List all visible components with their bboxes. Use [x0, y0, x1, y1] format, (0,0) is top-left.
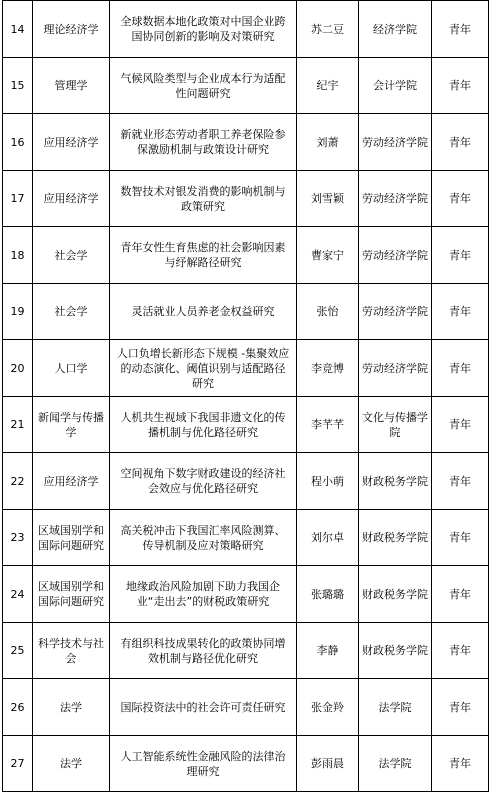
applicant-name-cell: 张怡 [297, 284, 359, 340]
applicant-name-cell: 纪宇 [297, 58, 359, 114]
discipline-cell: 应用经济学 [33, 171, 110, 227]
category-cell: 青年 [432, 510, 489, 566]
applicant-name-cell: 李竞博 [297, 340, 359, 397]
row-number: 24 [3, 566, 33, 623]
discipline-cell: 人口学 [33, 340, 110, 397]
college-cell: 劳动经济学院 [359, 227, 432, 284]
discipline-cell: 区域国别学和国际问题研究 [33, 510, 110, 566]
applicant-name-cell: 刘雪颖 [297, 171, 359, 227]
applicant-name-cell: 刘萧 [297, 114, 359, 171]
row-number: 14 [3, 1, 33, 58]
applicant-name-cell: 苏二豆 [297, 1, 359, 58]
category-cell: 青年 [432, 679, 489, 736]
college-cell: 会计学院 [359, 58, 432, 114]
topic-cell: 灵活就业人员养老金权益研究 [110, 284, 297, 340]
topic-cell: 人工智能系统性金融风险的法律治理研究 [110, 736, 297, 792]
row-number: 16 [3, 114, 33, 171]
applicant-name-cell: 曹家宁 [297, 227, 359, 284]
row-number: 17 [3, 171, 33, 227]
discipline-cell: 理论经济学 [33, 1, 110, 58]
row-number: 21 [3, 397, 33, 453]
table-row [3, 510, 489, 566]
row-number: 25 [3, 623, 33, 679]
category-cell: 青年 [432, 453, 489, 510]
discipline-cell: 法学 [33, 679, 110, 736]
college-cell: 劳动经济学院 [359, 284, 432, 340]
discipline-cell: 新闻学与传播学 [33, 397, 110, 453]
college-cell: 财政税务学院 [359, 623, 432, 679]
table-row [3, 1, 489, 58]
table-row [3, 340, 489, 397]
applicant-name-cell: 李静 [297, 623, 359, 679]
table-row [3, 58, 489, 114]
college-cell: 劳动经济学院 [359, 340, 432, 397]
applicant-name-cell: 张金羚 [297, 679, 359, 736]
row-number: 27 [3, 736, 33, 792]
discipline-cell: 法学 [33, 736, 110, 792]
row-number: 22 [3, 453, 33, 510]
category-cell: 青年 [432, 397, 489, 453]
table-row [3, 171, 489, 227]
applicant-name-cell: 刘尔卓 [297, 510, 359, 566]
discipline-cell: 应用经济学 [33, 114, 110, 171]
topic-cell: 地缘政治风险加剧下助力我国企业“走出去”的财税政策研究 [110, 566, 297, 623]
topic-cell: 数智技术对银发消费的影响机制与政策研究 [110, 171, 297, 227]
discipline-cell: 管理学 [33, 58, 110, 114]
table-row [3, 623, 489, 679]
table-row [3, 114, 489, 171]
category-cell: 青年 [432, 227, 489, 284]
table-row [3, 397, 489, 453]
college-cell: 经济学院 [359, 1, 432, 58]
college-cell: 法学院 [359, 679, 432, 736]
category-cell: 青年 [432, 58, 489, 114]
table-row [3, 736, 489, 792]
row-number: 15 [3, 58, 33, 114]
applicant-name-cell: 程小萌 [297, 453, 359, 510]
topic-cell: 空间视角下数字财政建设的经济社会效应与优化路径研究 [110, 453, 297, 510]
category-cell: 青年 [432, 340, 489, 397]
topic-cell: 人口负增长新形态下规模 -集聚效应的动态演化、阈值识别与适配路径研究 [110, 340, 297, 397]
college-cell: 财政税务学院 [359, 566, 432, 623]
topic-cell: 全球数据本地化政策对中国企业跨国协同创新的影响及对策研究 [110, 1, 297, 58]
category-cell: 青年 [432, 171, 489, 227]
college-cell: 财政税务学院 [359, 453, 432, 510]
row-number: 19 [3, 284, 33, 340]
table-row [3, 284, 489, 340]
topic-cell: 高关税冲击下我国汇率风险测算、传导机制及应对策略研究 [110, 510, 297, 566]
table-row [3, 679, 489, 736]
category-cell: 青年 [432, 114, 489, 171]
college-cell: 劳动经济学院 [359, 171, 432, 227]
applicant-name-cell: 李芊芊 [297, 397, 359, 453]
category-cell: 青年 [432, 566, 489, 623]
discipline-cell: 区域国别学和国际问题研究 [33, 566, 110, 623]
discipline-cell: 社会学 [33, 284, 110, 340]
discipline-cell: 社会学 [33, 227, 110, 284]
category-cell: 青年 [432, 623, 489, 679]
topic-cell: 青年女性生育焦虑的社会影响因素与纾解路径研究 [110, 227, 297, 284]
college-cell: 法学院 [359, 736, 432, 792]
row-number: 23 [3, 510, 33, 566]
topic-cell: 有组织科技成果转化的政策协同增效机制与路径优化研究 [110, 623, 297, 679]
topic-cell: 人机共生视域下我国非遗文化的传播机制与优化路径研究 [110, 397, 297, 453]
college-cell: 文化与传播学院 [359, 397, 432, 453]
table-row [3, 566, 489, 623]
category-cell: 青年 [432, 736, 489, 792]
college-cell: 劳动经济学院 [359, 114, 432, 171]
topic-cell: 新就业形态劳动者职工养老保险参保激励机制与政策设计研究 [110, 114, 297, 171]
college-cell: 财政税务学院 [359, 510, 432, 566]
applicant-name-cell: 彭雨晨 [297, 736, 359, 792]
applicant-name-cell: 张璐璐 [297, 566, 359, 623]
discipline-cell: 应用经济学 [33, 453, 110, 510]
row-number: 20 [3, 340, 33, 397]
category-cell: 青年 [432, 284, 489, 340]
category-cell: 青年 [432, 1, 489, 58]
project-list-table [2, 0, 489, 792]
topic-cell: 气候风险类型与企业成本行为适配性问题研究 [110, 58, 297, 114]
discipline-cell: 科学技术与社会 [33, 623, 110, 679]
row-number: 26 [3, 679, 33, 736]
topic-cell: 国际投资法中的社会许可责任研究 [110, 679, 297, 736]
table-row [3, 453, 489, 510]
table-row [3, 227, 489, 284]
row-number: 18 [3, 227, 33, 284]
